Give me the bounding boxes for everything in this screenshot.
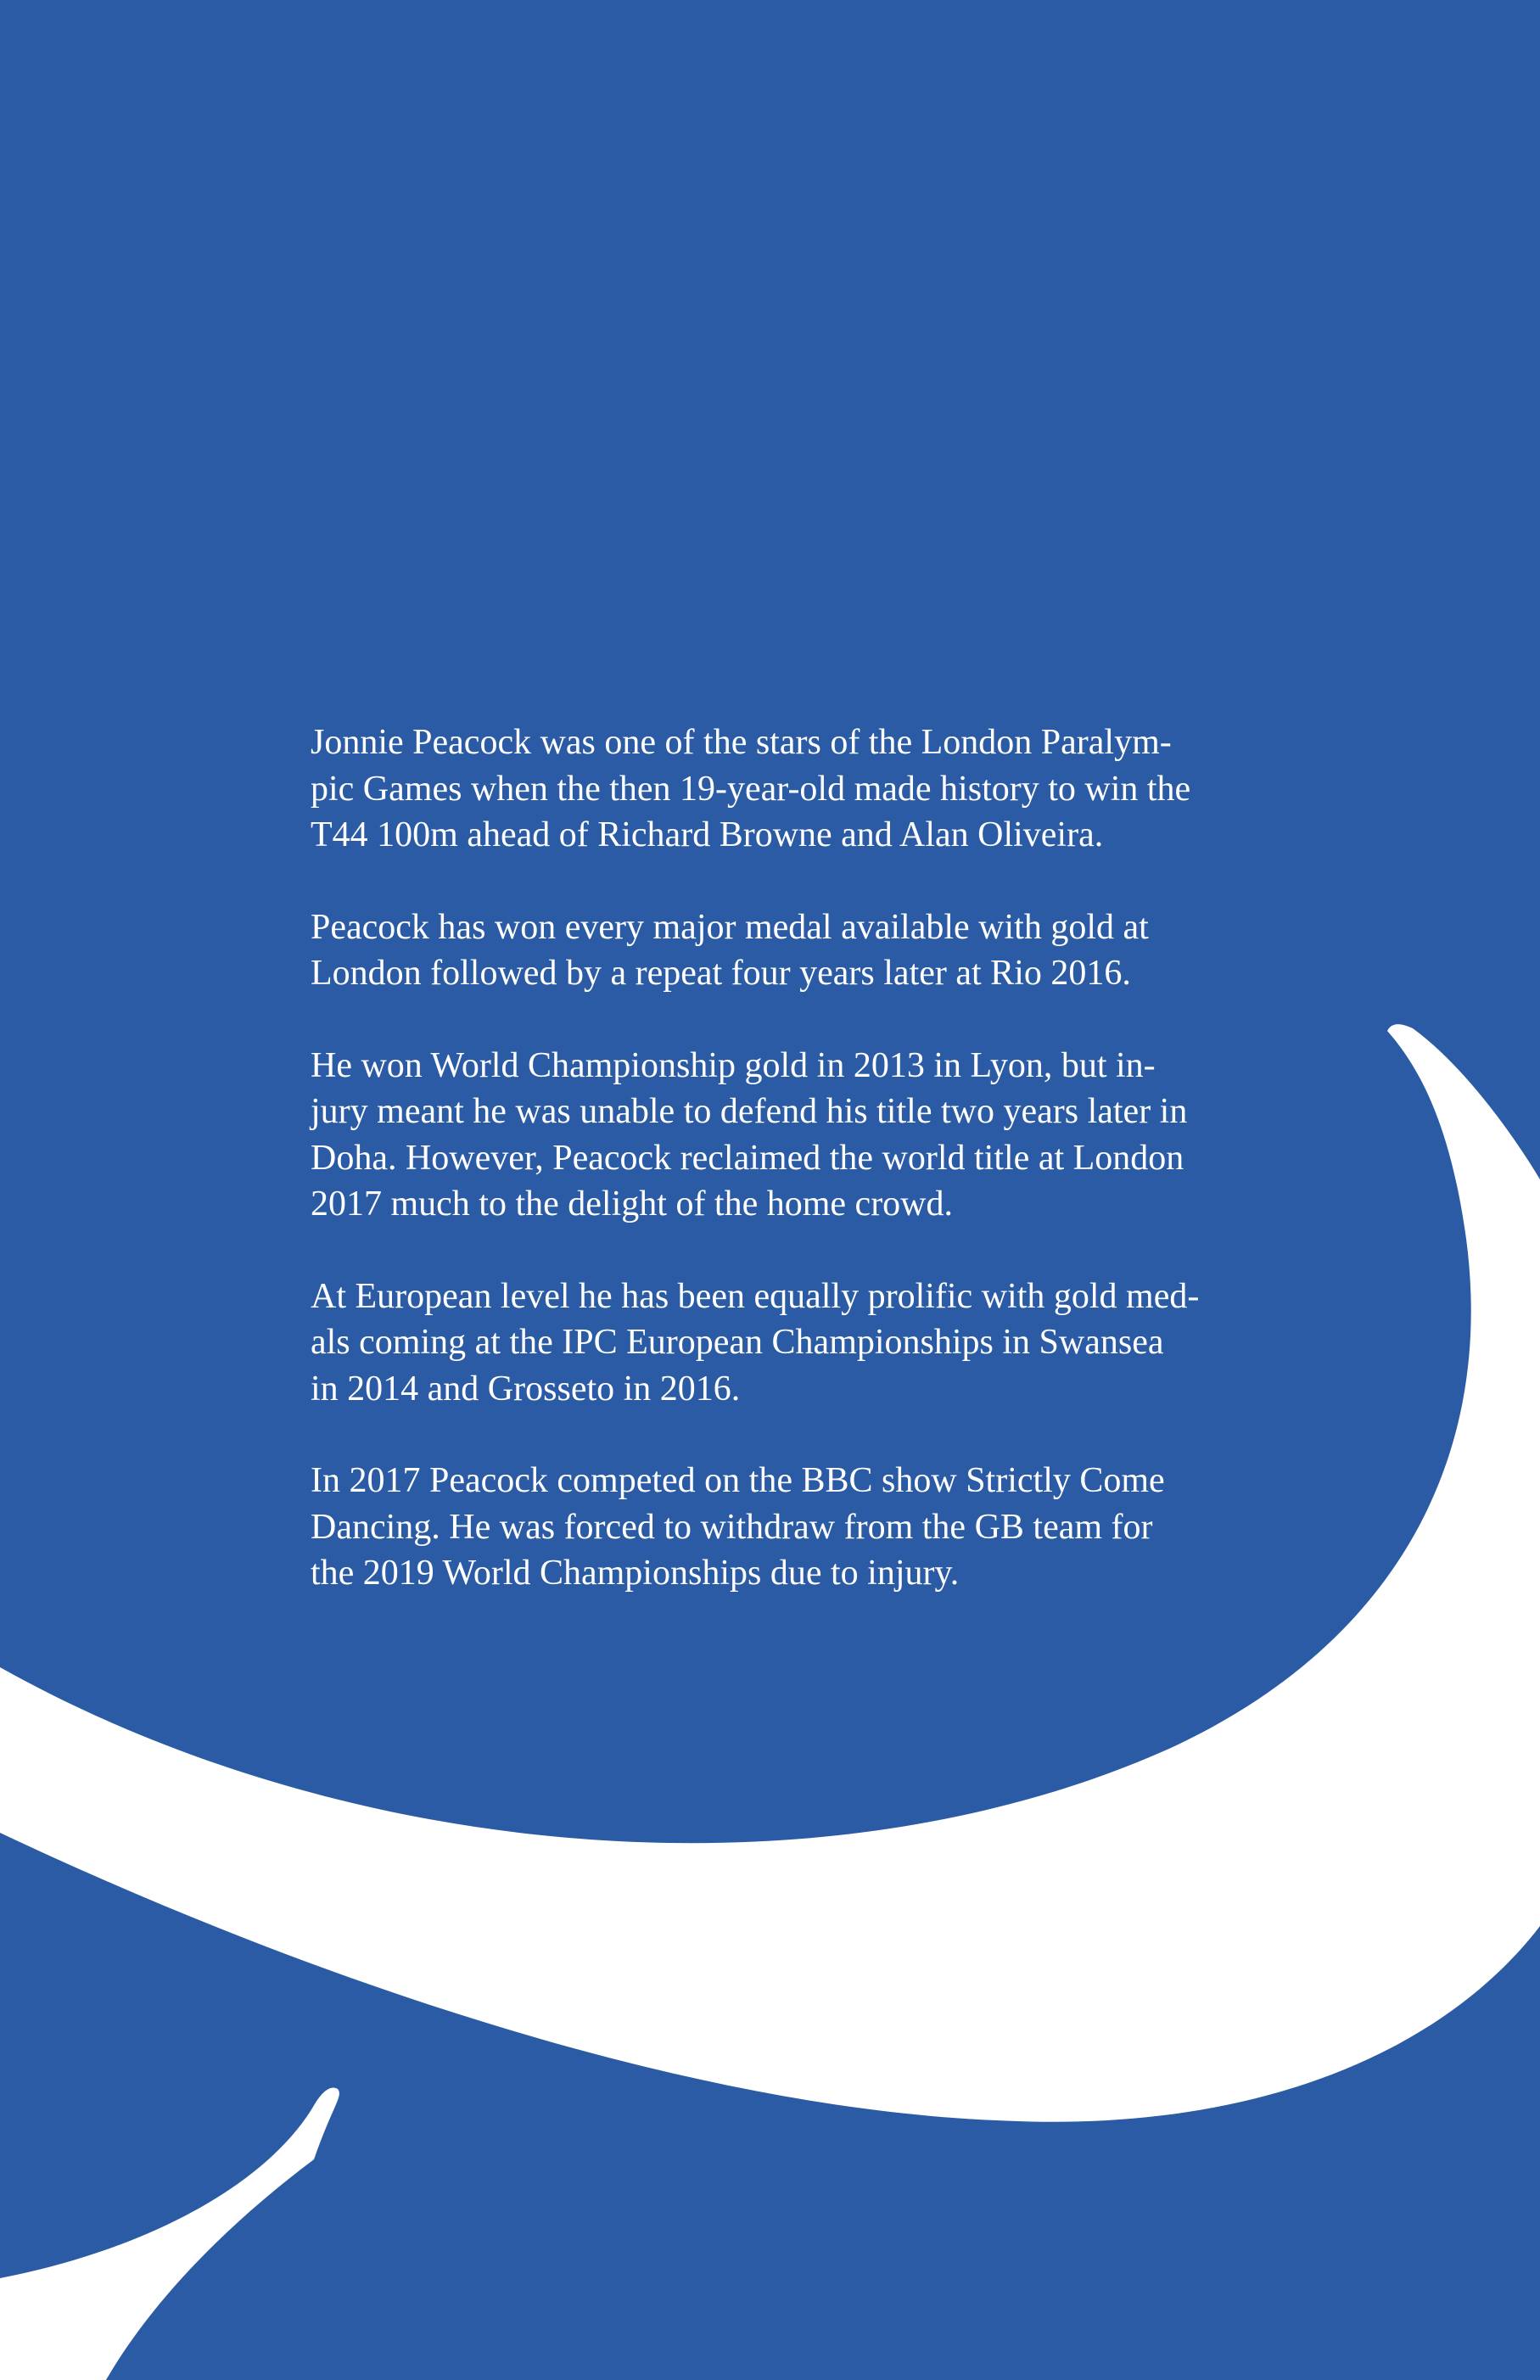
paragraph-strictly: In 2017 Peacock competed on the BBC show Strictly Come Dancing. He was forced to withdraw from the GB team for the 2019 World Championships due to injury. (311, 1461, 1165, 1593)
paragraph-european: At European level he has been equally prolific with gold med- als coming at the IPC European Championships in Swansea in 2014 and Grosseto in 2016. (311, 1276, 1200, 1408)
paragraph-world-championships: He won World Championship gold in 2013 in Lyon, but in- jury meant he was unable to defend his title two years later in Doha. However, Peacock reclaimed the world title at London 2017 much to the delight of the home crowd. (311, 1045, 1188, 1224)
swoosh-tail (0, 2087, 339, 2380)
article-body (311, 720, 1278, 1643)
paragraph-intro: Jonnie Peacock was one of the stars of the London Paralym- pic Games when the then 19-year-old made history to win the T44 100m ahead of Richard Browne and Alan Oliveira. (311, 723, 1191, 854)
paragraph-medals: Peacock has won every major medal available with gold at London followed by a repeat four years later at Rio 2016. (311, 907, 1149, 993)
